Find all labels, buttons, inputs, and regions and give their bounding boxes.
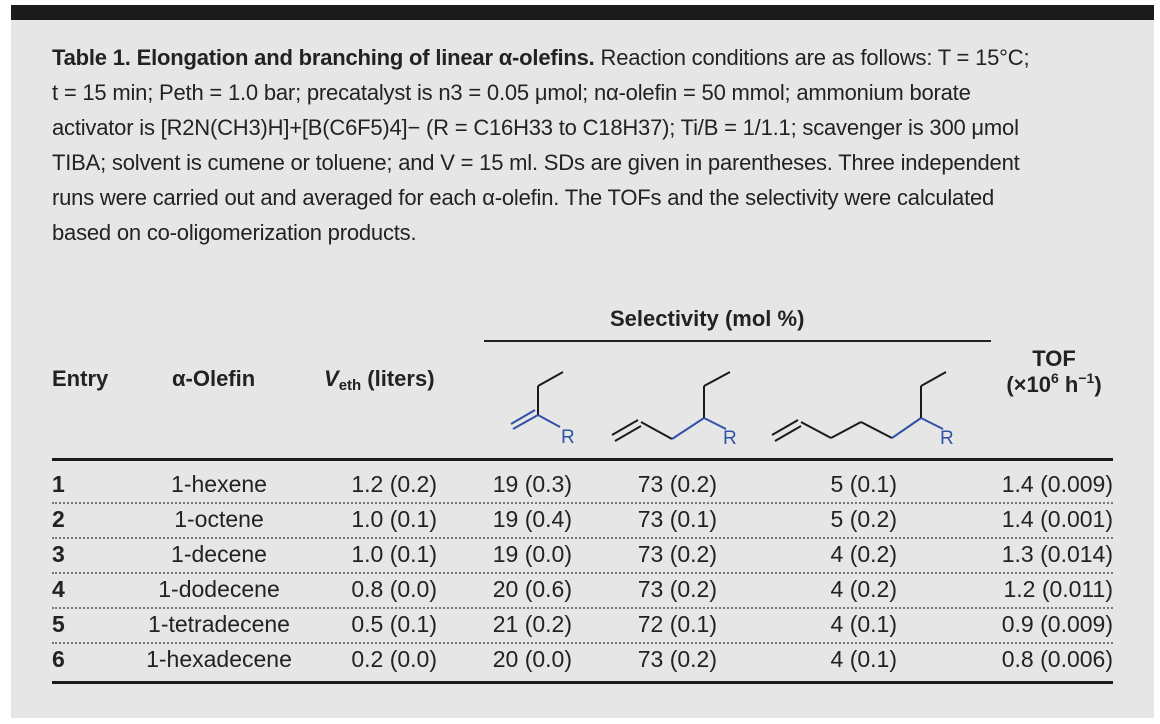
olefin-cell: 1-dodecene [158,576,280,602]
selectivity-2-cell: 73 (0.2) [637,646,717,672]
veth-cell: 1.2 (0.2) [351,471,437,497]
tof-unit-exp2: −1 [1078,370,1095,386]
entry-cell: 1 [52,471,65,497]
header-selectivity: Selectivity (mol %) [610,306,805,331]
caption-title: Elongation and branching of linear α-olefins. [136,45,595,70]
caption-text: Reaction conditions are as follows: T = 15°C; [600,45,1030,70]
tof-cell: 1.4 (0.009) [1001,471,1113,497]
tof-label: TOF [1032,346,1076,371]
tof-unit-post: ) [1094,372,1102,397]
entry-cell: 3 [52,541,65,567]
r-label: R [723,428,737,449]
table-row [52,572,1113,606]
selectivity-underline [484,340,991,342]
header-olefin: α-Olefin [172,366,256,391]
veth-subscript: eth [338,377,362,394]
selectivity-2-cell: 73 (0.2) [637,576,717,602]
tof-unit-pre: (×10 [1006,372,1051,397]
selectivity-3-cell: 5 (0.1) [830,471,897,497]
tof-unit-h: h [1058,372,1079,397]
structure-5-substituted-olefin-icon [770,355,970,450]
table-bottom-rule [52,681,1113,684]
selectivity-1-cell: 19 (0.3) [492,471,572,497]
selectivity-3-cell: 4 (0.2) [830,576,897,602]
caption-line-4: TIBA; solvent is cumene or toluene; and V = 15 ml. SDs are given in parentheses. Three independent [52,150,1020,175]
table-caption [52,40,1122,250]
entry-cell: 5 [52,611,65,637]
veth-cell: 0.5 (0.1) [351,611,437,637]
olefin-cell: 1-hexadecene [146,646,292,672]
olefin-cell: 1-decene [171,541,267,567]
olefin-cell: 1-hexene [171,471,267,497]
table-row [52,502,1113,536]
tof-cell: 0.8 (0.006) [1001,646,1113,672]
selectivity-2-cell: 73 (0.2) [637,541,717,567]
table-row [52,537,1113,571]
veth-cell: 1.0 (0.1) [351,541,437,567]
veth-symbol: V [324,366,339,391]
top-bar [11,5,1154,20]
r-label: R [561,427,575,448]
selectivity-1-cell: 20 (0.6) [492,576,572,602]
selectivity-3-cell: 4 (0.2) [830,541,897,567]
table-row [52,642,1113,676]
caption-line-1 [52,40,1122,75]
header-bottom-rule [52,458,1113,461]
olefin-cell: 1-tetradecene [148,611,290,637]
selectivity-2-cell: 73 (0.1) [637,506,717,532]
r-label: R [940,428,954,449]
veth-cell: 0.2 (0.0) [351,646,437,672]
tof-unit [1000,372,1108,398]
tof-cell: 0.9 (0.009) [1001,611,1113,637]
selectivity-2-cell: 73 (0.2) [637,471,717,497]
veth-unit: (liters) [361,366,435,391]
selectivity-3-cell: 4 (0.1) [830,611,897,637]
selectivity-2-cell: 72 (0.1) [637,611,717,637]
caption-line-6: based on co-oligomerization products. [52,220,417,245]
entry-cell: 4 [52,576,65,602]
header-veth [324,366,435,392]
tof-cell: 1.3 (0.014) [1001,541,1113,567]
structure-2-substituted-olefin-icon [505,355,595,450]
selectivity-1-cell: 21 (0.2) [492,611,572,637]
table-row [52,607,1113,641]
selectivity-1-cell: 19 (0.0) [492,541,572,567]
tof-unit-exp: 6 [1051,370,1059,386]
selectivity-3-cell: 4 (0.1) [830,646,897,672]
tof-cell: 1.4 (0.001) [1001,506,1113,532]
selectivity-3-cell: 5 (0.2) [830,506,897,532]
header-tof [1000,346,1108,398]
caption-line-2: t = 15 min; Peth = 1.0 bar; precatalyst is n3 = 0.05 μmol; nα-olefin = 50 mmol; ammonium borate [52,80,971,105]
entry-cell: 6 [52,646,65,672]
tof-cell: 1.2 (0.011) [1003,576,1113,602]
table-row [52,467,1113,501]
entry-cell: 2 [52,506,65,532]
caption-label: Table 1. [52,45,131,70]
olefin-cell: 1-octene [174,506,264,532]
veth-cell: 0.8 (0.0) [351,576,437,602]
caption-line-5: runs were carried out and averaged for each α-olefin. The TOFs and the selectivity were calculated [52,185,995,210]
caption-line-3: activator is [R2N(CH3)H]+[B(C6F5)4]− (R = C16H33 to C18H37); Ti/B = 1/1.1; scavenger is 300 μmol [52,115,1019,140]
veth-cell: 1.0 (0.1) [351,506,437,532]
selectivity-1-cell: 19 (0.4) [492,506,572,532]
header-entry: Entry [52,366,109,391]
structure-3-substituted-diene-icon [610,355,750,450]
selectivity-1-cell: 20 (0.0) [492,646,572,672]
